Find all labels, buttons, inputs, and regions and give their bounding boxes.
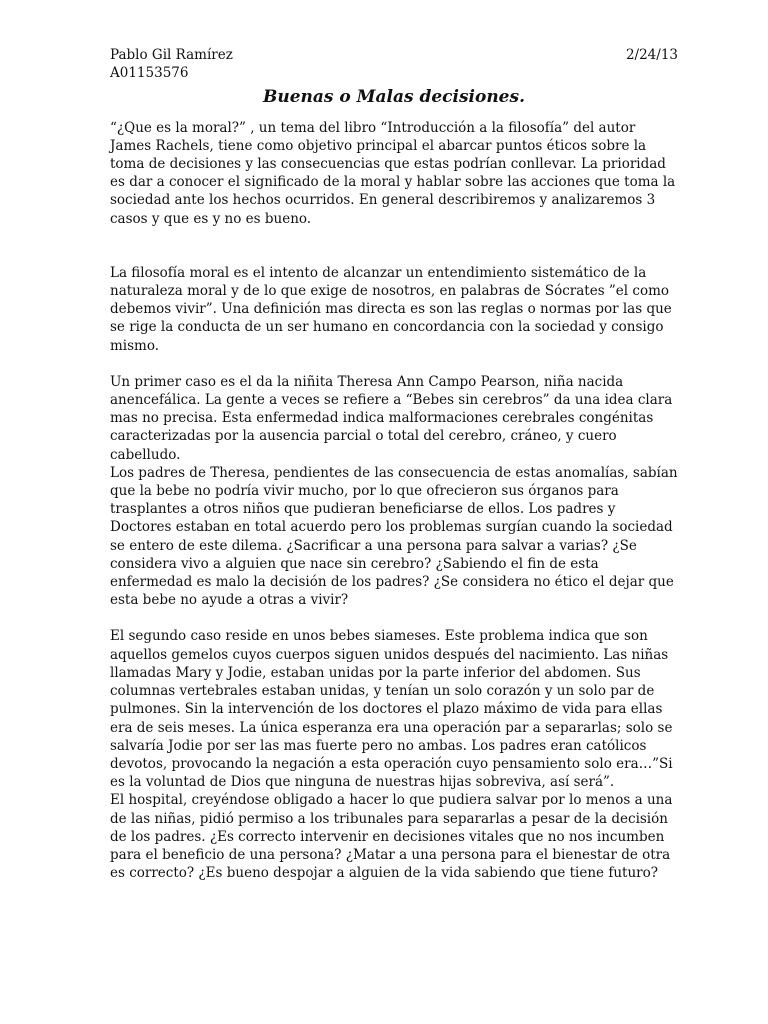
date: 2/24/13 bbox=[625, 47, 678, 63]
paragraph-case-one-dilemma: Los padres de Theresa, pendientes de las consecuencia de estas anomalías, sabían que la bebe no podría vivir mucho, por lo que ofrecieron sus órganos para trasplantes a otros niños que pudieran beneficiarse de ellos. Los padres y Doctores estaban en total acuerdo pero los problemas surgían cuando la sociedad se entero de este dilema. ¿Sacrificar a una persona para salvar a varias? ¿Se considera vivo a alguien que nace sin cerebro? ¿Sabiendo el fin de esta enfermedad es malo la decisión de los padres? ¿Se considera no ético el dejar que esta bebe no ayude a otras a vivir? bbox=[110, 464, 678, 609]
student-id: A01153576 bbox=[110, 65, 189, 82]
header bbox=[110, 46, 678, 64]
paragraph-case-one: Un primer caso es el da la niñita Theresa Ann Campo Pearson, niña nacida anencefálica. La gente a veces se refiere a “Bebes sin cerebros” da una idea clara mas no precisa. Esta enfermedad indica malformaciones cerebrales congénitas caracterizadas por la ausencia parcial o total del cerebro, cráneo, y cuero cabelludo. bbox=[110, 373, 673, 463]
document-title: Buenas o Malas decisiones. bbox=[262, 87, 525, 108]
paragraph-moral-philosophy: La filosofía moral es el intento de alcanzar un entendimiento sistemático de la naturaleza moral y de lo que exige de nosotros, en palabras de Sócrates ”el como debemos vivir”. Una definición mas directa es son las reglas o normas por las que se rige la conducta de un ser humano en concordancia con la sociedad y consigo mismo. bbox=[110, 264, 672, 354]
paragraph-case-two-dilemma: El hospital, creyéndose obligado a hacer lo que pudiera salvar por lo menos a una de las niñas, pidió permiso a los tribunales para separarlas a pesar de la decisión de los padres. ¿Es correcto intervenir en decisiones vitales que no nos incumben para el beneficio de una persona? ¿Matar a una persona para el bienestar de otra es correcto? ¿Es bueno despojar a alguien de la vida sabiendo que tiene futuro? bbox=[110, 792, 673, 882]
paragraph-case-two: El segundo caso reside en unos bebes siameses. Este problema indica que son aquellos gemelos cuyos cuerpos siguen unidos después del nacimiento. Las niñas llamadas Mary y Jodie, estaban unidas por la parte inferior del abdomen. Sus columnas vertebrales estaban unidas, y tenían un solo corazón y un solo par de pulmones. Sin la intervención de los doctores el plazo máximo de vida para ellas era de seis meses. La única esperanza era una operación par a separarlas; solo se salvaría Jodie por ser las mas fuerte pero no ambas. Los padres eran católicos devotos, provocando la negación a esta operación cuyo pensamiento solo era…”Si es la voluntad de Dios que ninguna de nuestras hijas sobreviva, así será”. bbox=[110, 628, 673, 791]
paragraph-intro: “¿Que es la moral?” , un tema del libro “Introducción a la filosofía” del autor James Rachels, tiene como objetivo principal el abarcar puntos éticos sobre la toma de decisiones y las consecuencias que estas podrían conllevar. La prioridad es dar a conocer el significado de la moral y hablar sobre las acciones que toma la sociedad ante los hechos ocurridos. En general describiremos y analizaremos 3 casos y que es y no es bueno. bbox=[110, 119, 676, 227]
author-name: Pablo Gil Ramírez bbox=[110, 47, 233, 63]
